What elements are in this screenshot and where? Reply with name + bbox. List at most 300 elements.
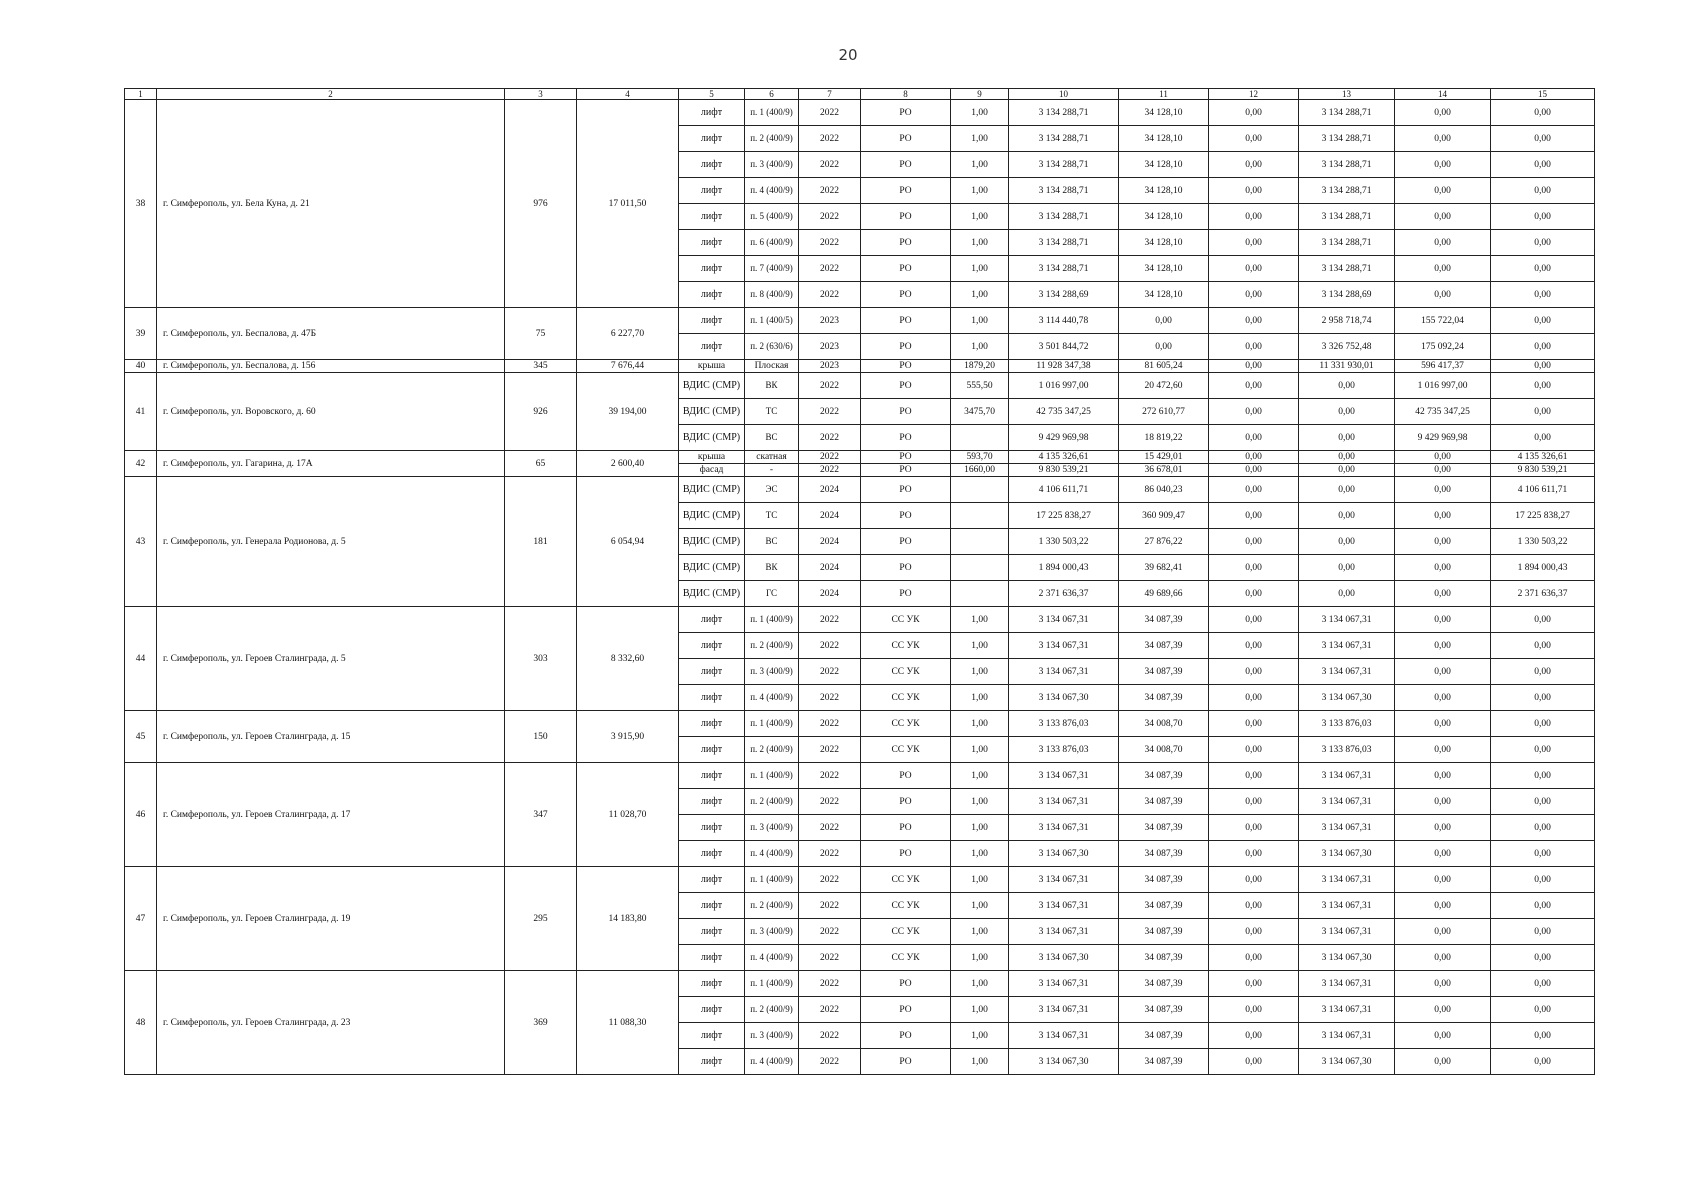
table-cell: 596 417,37 <box>1395 360 1491 373</box>
table-cell: СС УК <box>861 919 951 945</box>
table-cell: 1,00 <box>951 763 1009 789</box>
table-cell: п. 1 (400/9) <box>745 711 799 737</box>
table-cell: 2022 <box>799 711 861 737</box>
table-cell: 0,00 <box>1209 464 1299 477</box>
table-cell: 34 087,39 <box>1119 841 1209 867</box>
table-cell: РО <box>861 178 951 204</box>
table-cell: лифт <box>679 971 745 997</box>
table-cell: РО <box>861 841 951 867</box>
table-cell: лифт <box>679 841 745 867</box>
table-cell: 39 682,41 <box>1119 555 1209 581</box>
column-number-header: 5 <box>679 89 745 100</box>
address-cell: г. Симферополь, ул. Беспалова, д. 47Б <box>157 308 505 360</box>
col4-cell: 6 054,94 <box>577 477 679 607</box>
table-cell: 34 087,39 <box>1119 971 1209 997</box>
table-cell: 2022 <box>799 178 861 204</box>
col4-cell: 11 088,30 <box>577 971 679 1075</box>
table-cell: 34 128,10 <box>1119 178 1209 204</box>
table-cell: 34 087,39 <box>1119 633 1209 659</box>
table-cell: крыша <box>679 360 745 373</box>
table-cell: РО <box>861 464 951 477</box>
table-cell: 0,00 <box>1491 867 1595 893</box>
table-row <box>125 763 1595 789</box>
table-cell: 0,00 <box>1395 633 1491 659</box>
table-cell: п. 3 (400/9) <box>745 815 799 841</box>
table-cell: 3 134 067,31 <box>1009 867 1119 893</box>
table-cell: п. 2 (400/9) <box>745 633 799 659</box>
table-cell: 0,00 <box>1395 581 1491 607</box>
col3-cell: 303 <box>505 607 577 711</box>
column-number-header: 4 <box>577 89 679 100</box>
table-cell: 0,00 <box>1395 100 1491 126</box>
table-cell: 0,00 <box>1491 425 1595 451</box>
table-cell: 1,00 <box>951 178 1009 204</box>
table-cell: 1,00 <box>951 204 1009 230</box>
row-number: 45 <box>125 711 157 763</box>
table-cell: 34 087,39 <box>1119 867 1209 893</box>
table-cell: лифт <box>679 607 745 633</box>
table-cell: РО <box>861 815 951 841</box>
table-cell: 0,00 <box>1491 178 1595 204</box>
address-cell: г. Симферополь, ул. Героев Сталинграда, д. 23 <box>157 971 505 1075</box>
table-cell: 0,00 <box>1491 737 1595 763</box>
table-cell: 3 134 288,71 <box>1009 178 1119 204</box>
table-cell: 9 429 969,98 <box>1009 425 1119 451</box>
table-cell: РО <box>861 555 951 581</box>
table-cell: 3 134 288,71 <box>1299 178 1395 204</box>
table-cell: 3 134 067,31 <box>1299 867 1395 893</box>
table-cell: 0,00 <box>1395 503 1491 529</box>
table-cell: 2022 <box>799 867 861 893</box>
table-cell: 0,00 <box>1395 737 1491 763</box>
table-cell: 1 016 997,00 <box>1395 373 1491 399</box>
table-cell: 0,00 <box>1209 607 1299 633</box>
table-cell: 34 087,39 <box>1119 997 1209 1023</box>
table-cell: 1,00 <box>951 893 1009 919</box>
table-cell: скатная <box>745 451 799 464</box>
table-cell: 2023 <box>799 308 861 334</box>
table-cell: 0,00 <box>1209 100 1299 126</box>
table-cell: 0,00 <box>1395 971 1491 997</box>
table-cell: 0,00 <box>1395 1023 1491 1049</box>
table-cell: 1,00 <box>951 334 1009 360</box>
table-cell: 3 134 067,31 <box>1299 633 1395 659</box>
table-cell: 0,00 <box>1395 789 1491 815</box>
address-cell: г. Симферополь, ул. Генерала Родионова, д. 5 <box>157 477 505 607</box>
table-cell: 0,00 <box>1395 152 1491 178</box>
table-cell: ЭС <box>745 477 799 503</box>
table-cell: ВДИС (СМР) <box>679 529 745 555</box>
capital-repair-table <box>124 88 1595 1075</box>
table-cell: фасад <box>679 464 745 477</box>
table-cell: 0,00 <box>1395 711 1491 737</box>
table-cell: 0,00 <box>1395 451 1491 464</box>
col3-cell: 65 <box>505 451 577 477</box>
table-cell: 2022 <box>799 100 861 126</box>
table-cell: 3 326 752,48 <box>1299 334 1395 360</box>
table-cell: 3 134 067,31 <box>1009 659 1119 685</box>
table-cell: 34 087,39 <box>1119 607 1209 633</box>
column-number-header: 1 <box>125 89 157 100</box>
col4-cell: 6 227,70 <box>577 308 679 360</box>
address-cell: г. Симферополь, ул. Героев Сталинграда, д. 17 <box>157 763 505 867</box>
table-cell: 3 134 067,31 <box>1009 997 1119 1023</box>
table-cell <box>951 477 1009 503</box>
col3-cell: 150 <box>505 711 577 763</box>
row-number: 40 <box>125 360 157 373</box>
table-cell: 34 008,70 <box>1119 711 1209 737</box>
table-cell: 27 876,22 <box>1119 529 1209 555</box>
table-cell: лифт <box>679 945 745 971</box>
table-cell: 2022 <box>799 997 861 1023</box>
address-cell: г. Симферополь, ул. Гагарина, д. 17А <box>157 451 505 477</box>
table-cell: 2022 <box>799 126 861 152</box>
table-row <box>125 607 1595 633</box>
table-cell: 2024 <box>799 477 861 503</box>
table-cell: 0,00 <box>1209 282 1299 308</box>
table-row <box>125 100 1595 126</box>
table-cell: 3 134 067,31 <box>1009 607 1119 633</box>
table-cell: 3 134 067,31 <box>1009 815 1119 841</box>
table-cell: 2023 <box>799 360 861 373</box>
table-cell: 34 128,10 <box>1119 152 1209 178</box>
table-cell: 1,00 <box>951 1049 1009 1075</box>
table-cell: 34 128,10 <box>1119 204 1209 230</box>
table-cell: 3 134 288,71 <box>1299 100 1395 126</box>
table-cell: 3 134 288,69 <box>1299 282 1395 308</box>
table-cell: 0,00 <box>1209 529 1299 555</box>
table-cell: 0,00 <box>1395 126 1491 152</box>
table-cell: 1,00 <box>951 711 1009 737</box>
column-number-header: 8 <box>861 89 951 100</box>
table-cell: 0,00 <box>1209 555 1299 581</box>
table-cell: 1,00 <box>951 919 1009 945</box>
table-cell: лифт <box>679 100 745 126</box>
table-cell: п. 1 (400/9) <box>745 607 799 633</box>
table-cell: 0,00 <box>1491 204 1595 230</box>
table-cell: 3 134 067,30 <box>1009 841 1119 867</box>
table-cell: 3 134 288,71 <box>1009 152 1119 178</box>
table-cell: 18 819,22 <box>1119 425 1209 451</box>
table-cell: п. 3 (400/9) <box>745 659 799 685</box>
table-row <box>125 373 1595 399</box>
column-number-header: 15 <box>1491 89 1595 100</box>
table-cell: 1,00 <box>951 997 1009 1023</box>
table-cell: 0,00 <box>1209 997 1299 1023</box>
table-cell: п. 1 (400/9) <box>745 971 799 997</box>
col3-cell: 345 <box>505 360 577 373</box>
table-cell: 0,00 <box>1299 581 1395 607</box>
table-cell: 4 135 326,61 <box>1491 451 1595 464</box>
table-cell: лифт <box>679 919 745 945</box>
table-cell: 3 134 067,31 <box>1299 763 1395 789</box>
table-cell: 0,00 <box>1209 685 1299 711</box>
table-cell: 34 008,70 <box>1119 737 1209 763</box>
table-cell <box>951 503 1009 529</box>
table-cell: 3 134 288,71 <box>1299 204 1395 230</box>
table-cell: 2 958 718,74 <box>1299 308 1395 334</box>
table-cell <box>951 581 1009 607</box>
table-cell: 15 429,01 <box>1119 451 1209 464</box>
table-cell: 0,00 <box>1395 607 1491 633</box>
table-cell: 2022 <box>799 633 861 659</box>
table-cell: 0,00 <box>1209 867 1299 893</box>
table-cell: СС УК <box>861 607 951 633</box>
column-number-header: 3 <box>505 89 577 100</box>
table-cell: лифт <box>679 256 745 282</box>
table-cell: СС УК <box>861 737 951 763</box>
table-cell: 0,00 <box>1395 685 1491 711</box>
table-cell: 3 134 067,31 <box>1299 1023 1395 1049</box>
table-cell: 0,00 <box>1395 659 1491 685</box>
table-cell: 34 128,10 <box>1119 100 1209 126</box>
col4-cell: 8 332,60 <box>577 607 679 711</box>
table-cell: 0,00 <box>1209 1023 1299 1049</box>
table-cell: 3 134 288,71 <box>1299 126 1395 152</box>
col3-cell: 369 <box>505 971 577 1075</box>
table-cell: 175 092,24 <box>1395 334 1491 360</box>
table-cell: 3 134 067,31 <box>1009 893 1119 919</box>
address-cell: г. Симферополь, ул. Героев Сталинграда, д. 19 <box>157 867 505 971</box>
table-cell: РО <box>861 763 951 789</box>
row-number: 41 <box>125 373 157 451</box>
table-cell: РО <box>861 399 951 425</box>
table-cell: 0,00 <box>1491 919 1595 945</box>
table-cell: 34 087,39 <box>1119 659 1209 685</box>
table-cell: 0,00 <box>1395 282 1491 308</box>
table-row <box>125 451 1595 464</box>
table-cell: 20 472,60 <box>1119 373 1209 399</box>
table-cell: 0,00 <box>1209 477 1299 503</box>
table-cell: 0,00 <box>1491 100 1595 126</box>
table-cell: 0,00 <box>1209 763 1299 789</box>
table-cell: СС УК <box>861 685 951 711</box>
table-cell: 0,00 <box>1491 893 1595 919</box>
col3-cell: 75 <box>505 308 577 360</box>
table-cell: 0,00 <box>1491 607 1595 633</box>
table-cell: РО <box>861 282 951 308</box>
table-cell: 1,00 <box>951 1023 1009 1049</box>
table-cell: РО <box>861 529 951 555</box>
table-cell: 0,00 <box>1395 919 1491 945</box>
table-cell: 2022 <box>799 763 861 789</box>
table-cell: 0,00 <box>1395 763 1491 789</box>
table-cell: СС УК <box>861 659 951 685</box>
table-cell: п. 1 (400/5) <box>745 308 799 334</box>
table-cell: п. 2 (400/9) <box>745 126 799 152</box>
table-cell: 0,00 <box>1395 178 1491 204</box>
row-number: 39 <box>125 308 157 360</box>
table-cell: п. 8 (400/9) <box>745 282 799 308</box>
table-cell: 0,00 <box>1491 282 1595 308</box>
table-cell: РО <box>861 789 951 815</box>
table-cell: 3 134 067,31 <box>1299 971 1395 997</box>
table-cell: п. 4 (400/9) <box>745 178 799 204</box>
table-cell: 0,00 <box>1209 230 1299 256</box>
col3-cell: 976 <box>505 100 577 308</box>
table-cell: п. 1 (400/9) <box>745 100 799 126</box>
table-cell: 0,00 <box>1395 841 1491 867</box>
table-cell: 34 128,10 <box>1119 282 1209 308</box>
table-cell: 3 134 067,31 <box>1009 789 1119 815</box>
table-cell: 3 134 067,30 <box>1299 1049 1395 1075</box>
row-number: 47 <box>125 867 157 971</box>
table-cell: 0,00 <box>1395 997 1491 1023</box>
table-cell: 0,00 <box>1395 815 1491 841</box>
table-cell: РО <box>861 334 951 360</box>
table-cell: п. 2 (400/9) <box>745 997 799 1023</box>
table-cell: 1,00 <box>951 841 1009 867</box>
table-cell: 2024 <box>799 529 861 555</box>
table-cell: 3 134 067,31 <box>1299 997 1395 1023</box>
table-cell: ВДИС (СМР) <box>679 373 745 399</box>
table-cell: лифт <box>679 789 745 815</box>
table-cell: ВДИС (СМР) <box>679 581 745 607</box>
table-cell: 0,00 <box>1395 230 1491 256</box>
table-cell: лифт <box>679 1049 745 1075</box>
page-number: 20 <box>838 46 858 64</box>
table-cell: 2022 <box>799 464 861 477</box>
table-cell: 3 134 067,30 <box>1299 841 1395 867</box>
table-cell: 3 501 844,72 <box>1009 334 1119 360</box>
table-cell: 0,00 <box>1209 204 1299 230</box>
table-cell: 0,00 <box>1491 763 1595 789</box>
row-number: 48 <box>125 971 157 1075</box>
table-cell: 9 830 539,21 <box>1491 464 1595 477</box>
table-cell: 2022 <box>799 945 861 971</box>
table-cell: 0,00 <box>1299 451 1395 464</box>
table-cell: 3 133 876,03 <box>1009 737 1119 763</box>
table-cell: 0,00 <box>1119 334 1209 360</box>
table-cell: 2022 <box>799 971 861 997</box>
table-cell: ВС <box>745 529 799 555</box>
table-cell <box>951 555 1009 581</box>
table-cell: лифт <box>679 867 745 893</box>
table-cell: 0,00 <box>1209 152 1299 178</box>
table-cell: 81 605,24 <box>1119 360 1209 373</box>
table-row <box>125 971 1595 997</box>
table-cell: 3 133 876,03 <box>1009 711 1119 737</box>
table-cell: 17 225 838,27 <box>1009 503 1119 529</box>
table-cell: 0,00 <box>1395 867 1491 893</box>
table-cell: 0,00 <box>1491 360 1595 373</box>
table-cell: 2022 <box>799 152 861 178</box>
table-cell: РО <box>861 477 951 503</box>
table-cell: 0,00 <box>1491 126 1595 152</box>
table-cell: 4 106 611,71 <box>1491 477 1595 503</box>
table-cell: ТС <box>745 503 799 529</box>
row-number: 42 <box>125 451 157 477</box>
table-cell: 9 830 539,21 <box>1009 464 1119 477</box>
table-cell: лифт <box>679 126 745 152</box>
row-number: 44 <box>125 607 157 711</box>
table-cell: 2022 <box>799 256 861 282</box>
table-cell: 0,00 <box>1209 425 1299 451</box>
table-cell: 34 087,39 <box>1119 763 1209 789</box>
table-cell: 2022 <box>799 425 861 451</box>
table-cell: 3 133 876,03 <box>1299 711 1395 737</box>
table-cell: 0,00 <box>1491 308 1595 334</box>
table-cell: 0,00 <box>1491 1049 1595 1075</box>
table-cell: 2022 <box>799 204 861 230</box>
address-cell: г. Симферополь, ул. Беспалова, д. 156 <box>157 360 505 373</box>
table-cell: ВК <box>745 555 799 581</box>
table-cell: 0,00 <box>1491 789 1595 815</box>
table-cell: 0,00 <box>1209 373 1299 399</box>
table-cell: 555,50 <box>951 373 1009 399</box>
table-cell: 1,00 <box>951 815 1009 841</box>
col3-cell: 926 <box>505 373 577 451</box>
row-number: 38 <box>125 100 157 308</box>
table-cell: 17 225 838,27 <box>1491 503 1595 529</box>
table-cell: 0,00 <box>1299 425 1395 451</box>
table-cell: 1,00 <box>951 100 1009 126</box>
table-cell: 4 106 611,71 <box>1009 477 1119 503</box>
table-cell: 0,00 <box>1209 711 1299 737</box>
table-cell: 0,00 <box>1209 633 1299 659</box>
table-cell: 0,00 <box>1299 399 1395 425</box>
table-cell: 3 134 288,71 <box>1299 256 1395 282</box>
table-cell: РО <box>861 256 951 282</box>
table-cell: 0,00 <box>1209 581 1299 607</box>
table-cell: 2022 <box>799 607 861 633</box>
table-cell: 3 134 067,31 <box>1299 607 1395 633</box>
table-cell: 0,00 <box>1395 945 1491 971</box>
table-cell: 0,00 <box>1209 893 1299 919</box>
table-cell: п. 2 (400/9) <box>745 737 799 763</box>
table-cell: 0,00 <box>1209 841 1299 867</box>
table-cell: РО <box>861 308 951 334</box>
table-cell: 3475,70 <box>951 399 1009 425</box>
column-number-header: 2 <box>157 89 505 100</box>
table-cell: лифт <box>679 230 745 256</box>
column-number-header: 12 <box>1209 89 1299 100</box>
table-cell: РО <box>861 451 951 464</box>
table-cell: РО <box>861 373 951 399</box>
column-number-header: 9 <box>951 89 1009 100</box>
table-cell: 1 016 997,00 <box>1009 373 1119 399</box>
table-cell: ВДИС (СМР) <box>679 399 745 425</box>
address-cell: г. Симферополь, ул. Бела Куна, д. 21 <box>157 100 505 308</box>
table-cell: 49 689,66 <box>1119 581 1209 607</box>
table-cell: РО <box>861 204 951 230</box>
table-cell: 2022 <box>799 789 861 815</box>
table-cell: 2022 <box>799 1023 861 1049</box>
table-row <box>125 711 1595 737</box>
table-cell: 0,00 <box>1395 464 1491 477</box>
table-cell: РО <box>861 1023 951 1049</box>
table-cell: 11 331 930,01 <box>1299 360 1395 373</box>
table-cell: 0,00 <box>1491 815 1595 841</box>
table-cell: лифт <box>679 659 745 685</box>
table-cell: 2022 <box>799 685 861 711</box>
table-cell: РО <box>861 100 951 126</box>
table-cell: ВДИС (СМР) <box>679 425 745 451</box>
table-cell: 3 134 067,31 <box>1009 633 1119 659</box>
table-cell: РО <box>861 1049 951 1075</box>
table-cell: 2024 <box>799 555 861 581</box>
table-cell: 3 134 288,71 <box>1299 230 1395 256</box>
table-cell: 2 371 636,37 <box>1491 581 1595 607</box>
table-cell: 2022 <box>799 230 861 256</box>
table-cell: 34 087,39 <box>1119 945 1209 971</box>
table-cell: 1,00 <box>951 737 1009 763</box>
table-cell: 0,00 <box>1209 178 1299 204</box>
table-cell: ВДИС (СМР) <box>679 503 745 529</box>
table-cell: СС УК <box>861 893 951 919</box>
table-cell: РО <box>861 503 951 529</box>
table-cell: ТС <box>745 399 799 425</box>
